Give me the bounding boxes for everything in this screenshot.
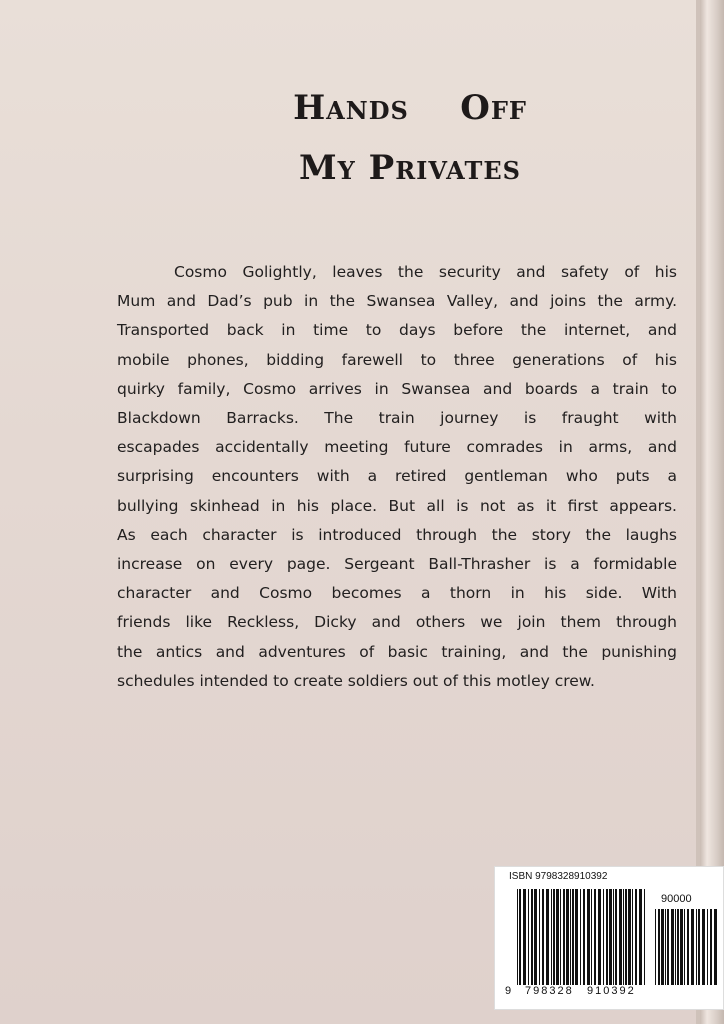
barcode-stripe: [635, 889, 637, 985]
blurb-line: surprising encounters with a retired gentleman who puts a: [117, 467, 677, 486]
blurb-line: quirky family, Cosmo arrives in Swansea and boards a train to: [117, 379, 677, 398]
blurb-line: schedules intended to create soldiers out of this motley crew.: [117, 671, 595, 690]
blurb-line: Blackdown Barracks. The train journey is fraught with: [117, 409, 677, 428]
barcode-stripe: [632, 889, 633, 985]
barcode-stripe: [714, 909, 717, 985]
barcode-stripe: [671, 909, 674, 985]
barcode-stripe: [598, 889, 601, 985]
barcode-stripe: [644, 889, 645, 985]
barcode-bars-graphic: [495, 887, 724, 987]
barcode-stripe: [542, 889, 544, 985]
barcode-stripe: [534, 889, 537, 985]
barcode-stripe: [609, 889, 612, 985]
barcode-stripe: [661, 909, 664, 985]
barcode-stripe: [613, 889, 614, 985]
barcode-stripe: [594, 889, 596, 985]
barcode-stripe: [583, 889, 585, 985]
barcode-stripe: [698, 909, 700, 985]
blurb-line: increase on every page. Sergeant Ball-Thrasher is a formidable: [117, 555, 677, 574]
blurb-line: the antics and adventures of basic training, and the punishing: [117, 642, 677, 661]
barcode-stripe: [702, 909, 705, 985]
barcode-stripe: [556, 889, 559, 985]
barcode-stripe: [696, 909, 697, 985]
barcode-stripe: [687, 909, 689, 985]
barcode-stripe: [677, 909, 679, 985]
barcode-digits-left: 798328: [525, 985, 574, 997]
barcode-stripe: [591, 889, 592, 985]
blurb-line: Cosmo Golightly, leaves the security and safety of his: [174, 263, 677, 281]
barcode-stripe: [551, 889, 552, 985]
barcode-stripe: [684, 909, 685, 985]
barcode-stripe: [519, 889, 521, 985]
barcode-digit-first: 9: [505, 985, 512, 997]
barcode-stripe: [691, 909, 694, 985]
book-blurb: [117, 258, 677, 696]
barcode-stripe: [528, 889, 529, 985]
addon-code-label: 90000: [661, 893, 692, 905]
blurb-line: As each character is introduced through the story the laughs: [117, 525, 677, 544]
book-title-line-2: My Privates: [299, 148, 521, 188]
barcode-stripe: [546, 889, 549, 985]
barcode-stripe: [667, 909, 669, 985]
barcode-stripe: [523, 889, 526, 985]
blurb-line: character and Cosmo becomes a thorn in his side. With: [117, 584, 677, 603]
barcode-stripe: [570, 889, 571, 985]
isbn-label: ISBN 9798328910392: [509, 871, 608, 882]
barcode-stripe: [553, 889, 555, 985]
barcode-stripe: [658, 909, 660, 985]
barcode-stripe: [517, 889, 518, 985]
barcode-stripe: [563, 889, 565, 985]
blurb-line: bullying skinhead in his place. But all is not as it first appears.: [117, 496, 677, 515]
blurb-line: friends like Reckless, Dicky and others we join them through: [117, 613, 677, 632]
barcode-stripe: [603, 889, 604, 985]
barcode-stripe: [639, 889, 642, 985]
barcode-stripe: [655, 909, 656, 985]
barcode-stripe: [707, 909, 708, 985]
barcode-stripe: [680, 909, 683, 985]
barcode-stripe: [575, 889, 578, 985]
book-title-line-1: Hands Off: [293, 88, 527, 128]
barcode-stripe: [539, 889, 540, 985]
barcode-digits-right: 910392: [587, 985, 636, 997]
blurb-line: escapades accidentally meeting future comrades in arms, and: [117, 438, 677, 457]
barcode-stripe: [625, 889, 627, 985]
book-title: [150, 78, 670, 198]
barcode-stripe: [566, 889, 569, 985]
blurb-line: Mum and Dad’s pub in the Swansea Valley, and joins the army.: [117, 292, 677, 311]
barcode-stripe: [665, 909, 666, 985]
blurb-line: mobile phones, bidding farewell to three generations of his: [117, 350, 677, 369]
blurb-line: Transported back in time to days before the internet, and: [117, 321, 677, 340]
barcode-stripe: [628, 889, 631, 985]
barcode-stripe: [675, 909, 676, 985]
barcode-stripe: [572, 889, 574, 985]
barcode-stripe: [623, 889, 624, 985]
barcode-stripe: [619, 889, 622, 985]
barcode-stripe: [560, 889, 561, 985]
barcode-stripe: [710, 909, 712, 985]
barcode-stripe: [606, 889, 608, 985]
barcode-stripe: [615, 889, 617, 985]
isbn-barcode: [494, 866, 724, 1010]
barcode-stripe: [531, 889, 533, 985]
barcode-stripe: [587, 889, 590, 985]
barcode-stripe: [580, 889, 581, 985]
